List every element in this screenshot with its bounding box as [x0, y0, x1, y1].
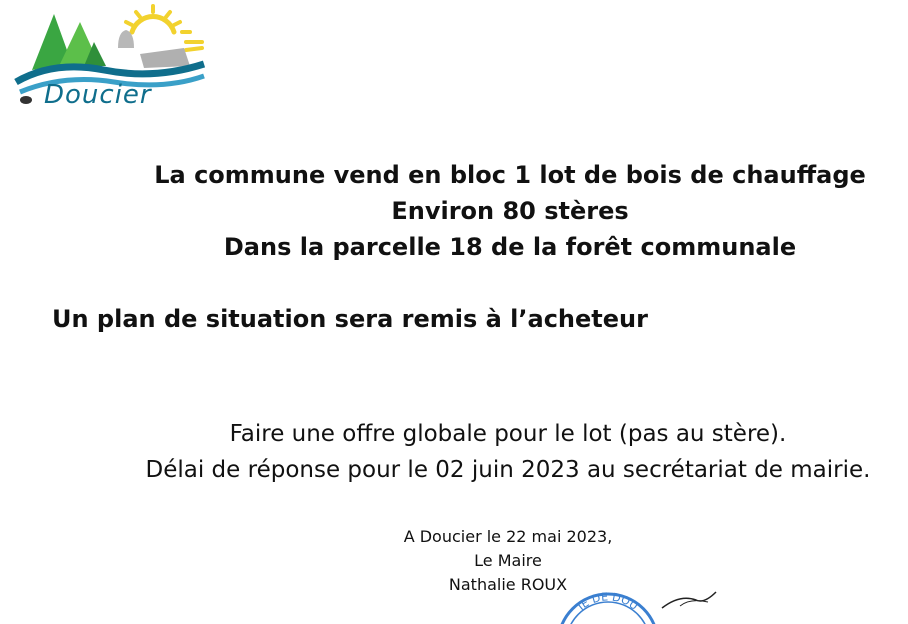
- signer-role: Le Maire: [474, 551, 542, 570]
- stamp-text: IE DE DOU: [575, 590, 641, 613]
- handwritten-signature: [660, 590, 720, 610]
- offer-instructions: [108, 416, 908, 488]
- place-date: A Doucier le 22 mai 2023,: [403, 527, 613, 546]
- announcement-headline: [110, 157, 908, 265]
- offer-line-1: Faire une offre globale pour le lot (pas au stère).: [229, 421, 787, 447]
- hedgehog-icon: [20, 96, 32, 104]
- headline-line-1: La commune vend en bloc 1 lot de bois de chauffage: [154, 161, 866, 189]
- headline-line-2: Environ 80 stères: [391, 197, 629, 225]
- building-icon: [140, 48, 190, 68]
- official-stamp: [560, 584, 656, 624]
- sun-icon: [126, 6, 202, 50]
- stamp-icon: [560, 584, 656, 624]
- headline-line-3: Dans la parcelle 18 de la forêt communale: [223, 233, 797, 261]
- offer-line-2: Délai de réponse pour le 02 juin 2023 au secrétariat de mairie.: [145, 457, 871, 483]
- doucier-logo: [14, 2, 210, 112]
- signer-name: Nathalie ROUX: [448, 575, 568, 594]
- logo-text: Doucier: [44, 80, 152, 110]
- plan-note: Un plan de situation sera remis à l’acheteur: [52, 305, 648, 333]
